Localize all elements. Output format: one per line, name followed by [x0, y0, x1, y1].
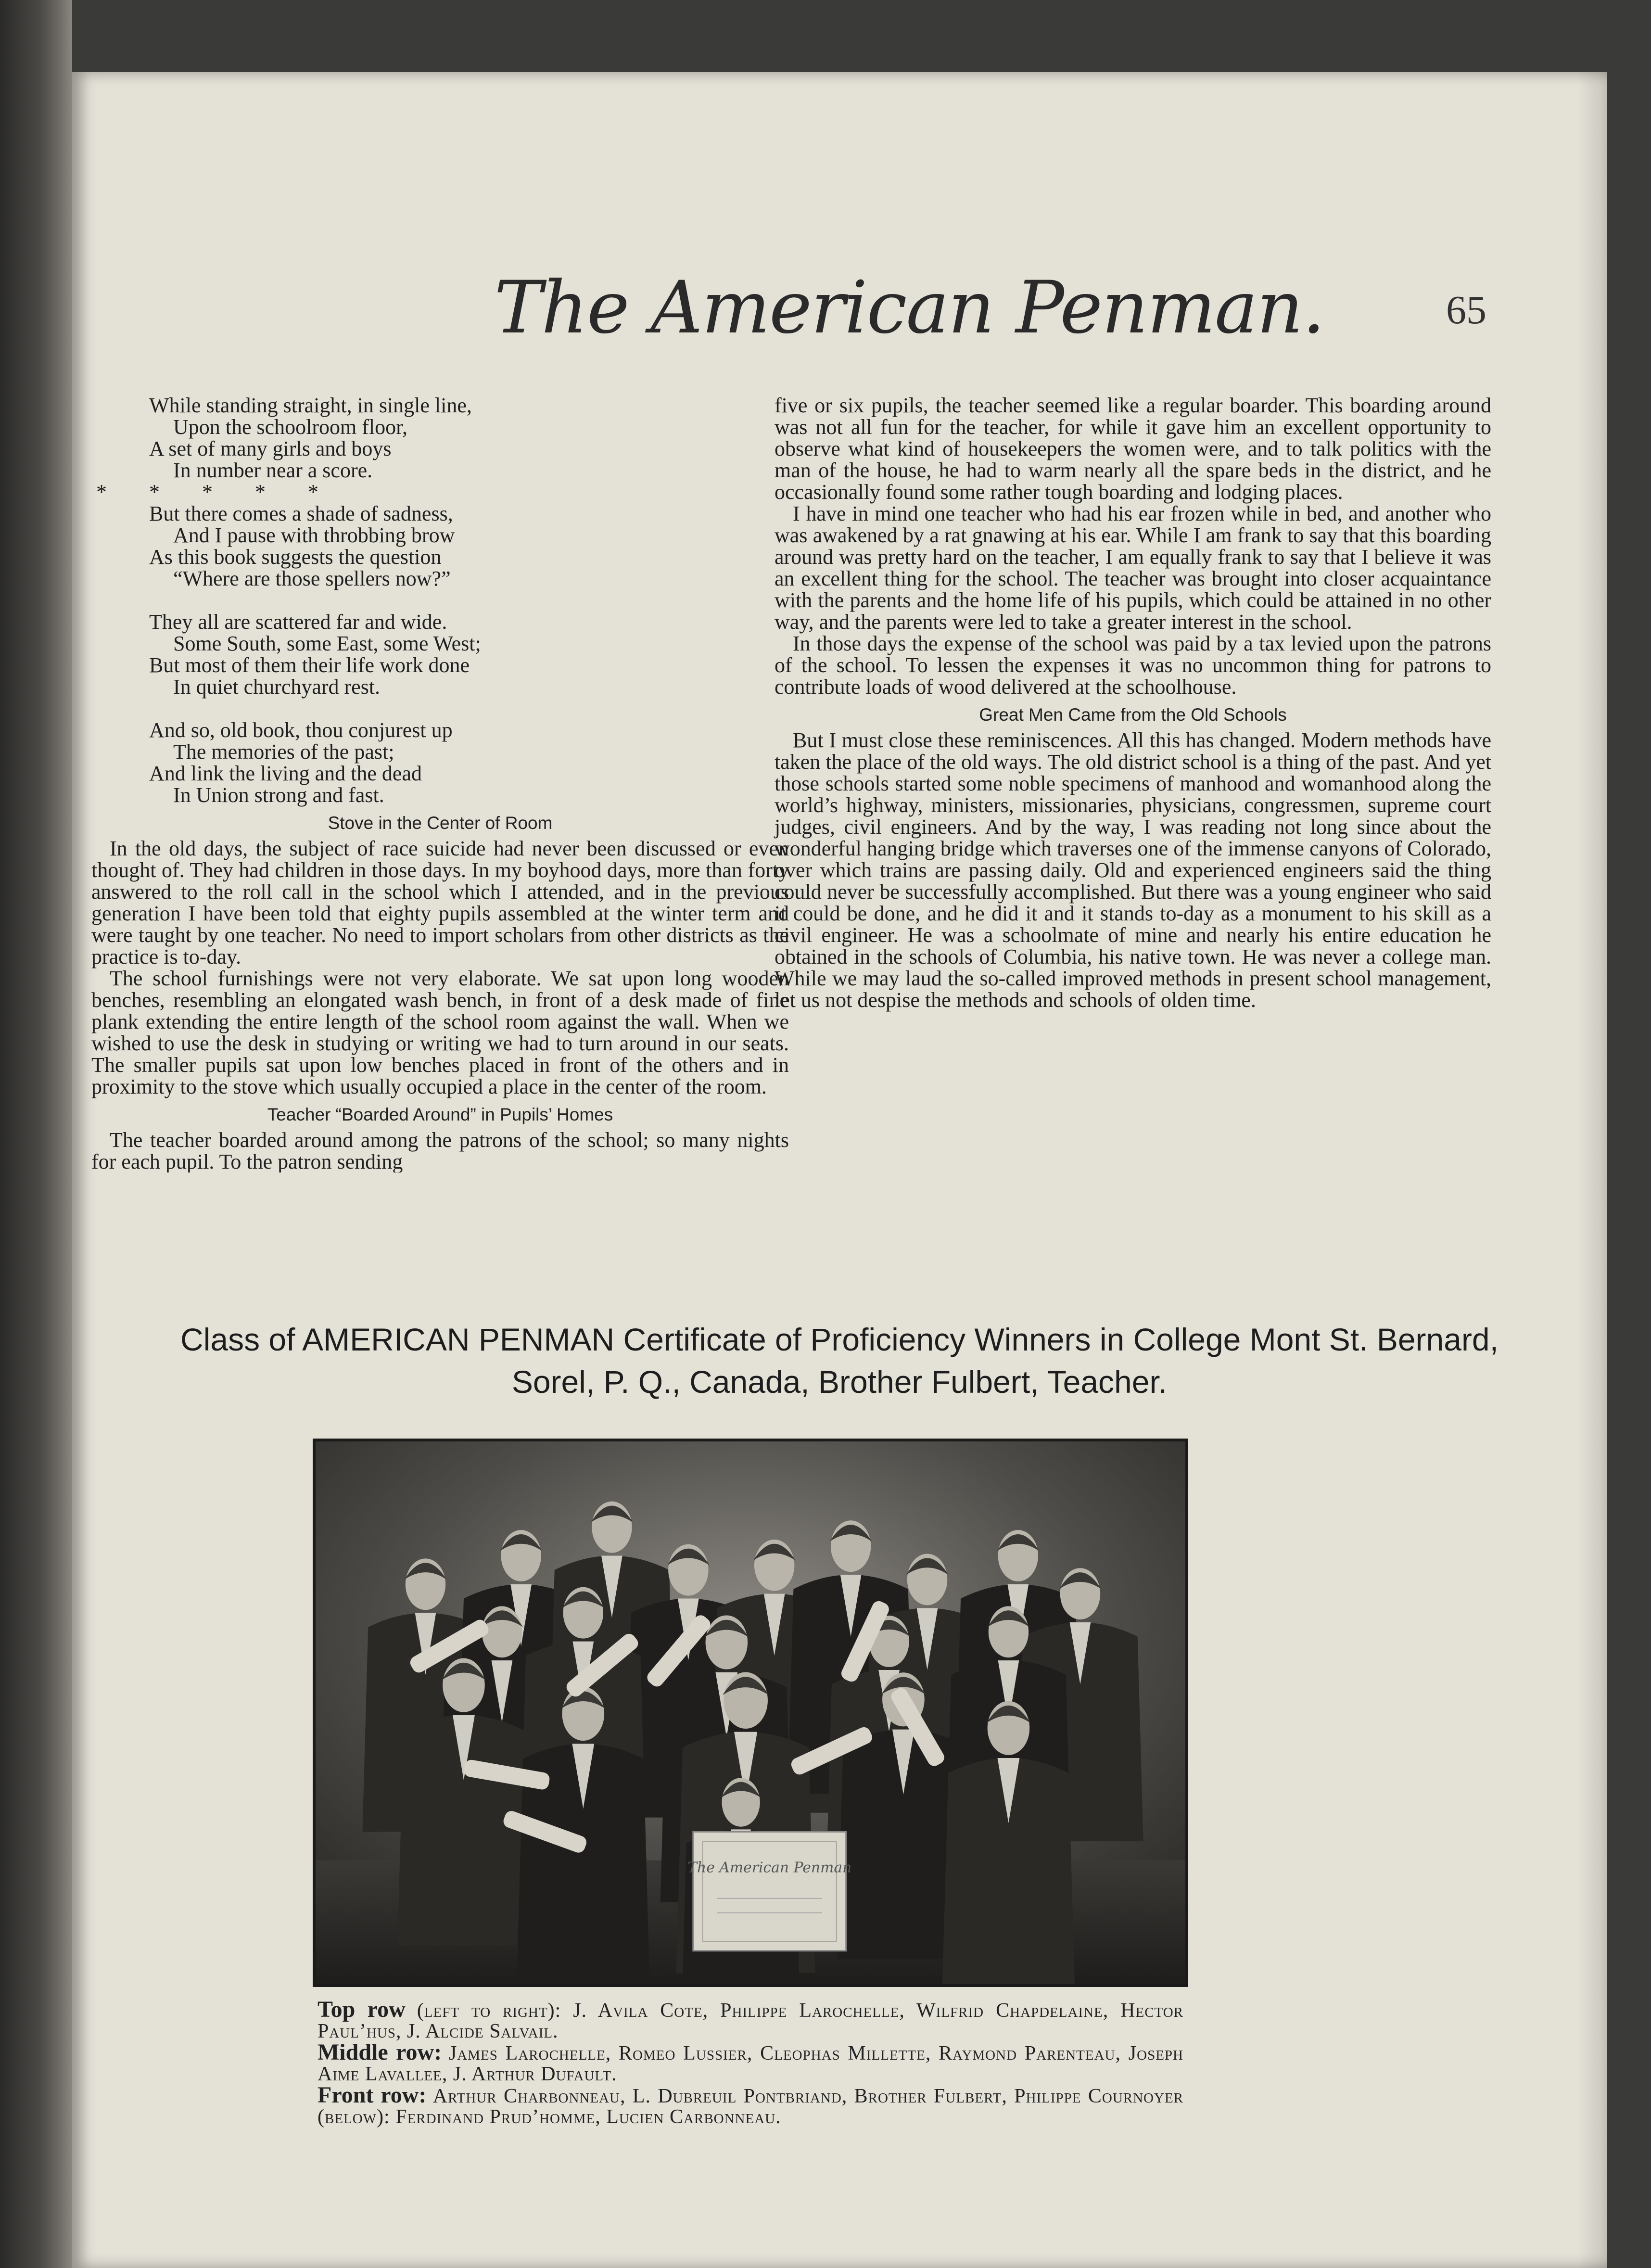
photo-caption — [82, 1318, 1597, 1403]
poem-line: They all are scattered far and wide. — [149, 610, 447, 634]
section-heading: Great Men Came from the Old Schools — [979, 705, 1287, 725]
paragraph: In those days the expense of the school was paid by a tax levied upon the patrons of the school. To lessen the expenses it was no uncommon thing for patrons to contribute loads of wood delivered at the schoolhouse. — [775, 632, 1491, 699]
photo-image — [316, 1441, 1185, 1984]
poem-line: The memories of the past; — [173, 740, 394, 764]
poem-line: And so, old book, thou conjurest up — [149, 718, 453, 742]
row-label: Front row: — [318, 2082, 427, 2108]
book-binding — [0, 0, 72, 2268]
poem-line: But most of them their life work done — [149, 653, 470, 677]
magazine-page — [72, 72, 1607, 2268]
poem-line: Upon the schoolroom floor, — [173, 415, 408, 439]
paragraph-continued: five or six pupils, the teacher seemed like a regular boarder. This boarding around was not all fun for the teacher, for while it gave him an excellent opportunity to observe what kind of housekeepers the women were, and to talk politics with the man of the house, he had to warm nearly all the spare beds in the district, and he occasionally found some rather tough boarding and lodging places. — [775, 394, 1491, 504]
row-names: Arthur Charbonneau, L. Dubreuil Pontbriand, Brother Fulbert, Philippe Cournoyer (below): Ferdinand Prud’homme, Lucien Carbonneau. — [318, 2085, 1184, 2128]
paragraph: The teacher boarded around among the patrons of the school; so many nights for each pupil. To the patron sending — [91, 1129, 789, 1172]
left-column — [91, 395, 789, 1172]
row-label: Top row — [318, 1997, 406, 2022]
name-row-top — [318, 1999, 1183, 2042]
paragraph: I have in mind one teacher who had his ear frozen while in bed, and another who was awakened by a rat gnawing at his ear. While I am frank to say that this boarding around was pretty hard on the teacher, I am equally frank to say that I believe it was an excellent thing for the school. The teacher was brought into closer acquaintance with the parents and the home life of his pupils, which could be attained in no other way, and the parents were led to take a greater interest in the school. — [775, 502, 1491, 634]
class-group-photo — [313, 1439, 1188, 1987]
section-heading: Teacher “Boarded Around” in Pupils’ Homes — [267, 1105, 613, 1124]
name-row-middle — [318, 2039, 1183, 2085]
caption-line-2: Sorel, P. Q., Canada, Brother Fulbert, Teacher. — [511, 1364, 1168, 1400]
photo-name-list — [318, 1999, 1183, 2128]
paragraph: But I must close these reminiscences. All this has changed. Modern methods have taken the place of the old ways. The old district school is a thing of the past. And yet those schools started some noble specimens of manhood and womanhood along the world’s highway, ministers, missionaries, physicians, congressmen, supreme court judges, civil engineers. And by the way, I was reading not long since about the wonderful hanging bridge which traverses one of the immense canyons of Colorado, over which trains are passing daily. Old and experienced engineers said the thing could never be successfully accomplished. But there was a young engineer who said it could be done, and he did it and it stands to-day as a monument to his skill as a civil engineer. He was a schoolmate of mine and nearly his entire education he obtained in the schools of Columbia, his native town. He was never a college man. While we may laud the so-called improved methods in present school management, let us not despise the methods and schools of olden time. — [775, 728, 1491, 1012]
asterism: * * * * * — [96, 480, 318, 504]
poem-line: In number near a score. — [173, 459, 373, 482]
masthead-title: The American Penman. — [494, 266, 1324, 350]
diploma-title: The American Penman — [687, 1859, 852, 1876]
caption-line-1: Class of AMERICAN PENMAN Certificate of Proficiency Winners in College Mont St. Bernard, — [180, 1322, 1499, 1357]
poem-line: “Where are those spellers now?” — [173, 567, 451, 590]
poem — [91, 395, 789, 806]
name-row-front — [318, 2082, 1184, 2128]
section-heading: Stove in the Center of Room — [328, 813, 553, 833]
poem-line: In quiet churchyard rest. — [173, 675, 381, 699]
row-label: Middle row: — [318, 2039, 442, 2065]
poem-line: But there comes a shade of sadness, — [149, 502, 453, 525]
right-column — [775, 395, 1491, 1011]
page-number: 65 — [1446, 288, 1486, 332]
poem-line: While standing straight, in single line, — [149, 394, 472, 417]
poem-line: In Union strong and fast. — [173, 783, 384, 807]
row-names: (left to right): J. Avila Cote, Philippe Larochelle, Wilfrid Chapdelaine, Hector Paul’hus, J. Alcide Salvail. — [318, 2000, 1184, 2042]
poem-line: As this book suggests the question — [149, 545, 442, 569]
diploma — [687, 1832, 851, 1950]
poem-line: A set of many girls and boys — [149, 437, 392, 460]
paragraph: The school furnishings were not very elaborate. We sat upon long wooden benches, resembling an elongated wash bench, in front of a desk made of fine plank extending the entire length of the school room against the wall. When we wished to use the desk in studying or writing we had to turn around in our seats. The smaller pupils sat upon low benches placed in front of the others and in proximity to the stove which usually occupied a place in the center of the room. — [91, 967, 789, 1098]
paragraph: In the old days, the subject of race suicide had never been discussed or even thought of. They had children in those days. In my boyhood days, more than forty answered to the roll call in the school which I attended, and in the previous generation I have been told that eighty pupils assembled at the winter term and were taught by one teacher. No need to import scholars from other districts as the practice is to-day. — [91, 837, 789, 968]
poem-line: Some South, some East, some West; — [173, 632, 481, 655]
poem-line: And link the living and the dead — [149, 762, 422, 785]
row-names: James Larochelle, Romeo Lussier, Cleophas Millette, Raymond Parenteau, Joseph Aime Lavallee, J. Arthur Dufault. — [318, 2042, 1183, 2085]
poem-line: And I pause with throbbing brow — [173, 523, 455, 547]
